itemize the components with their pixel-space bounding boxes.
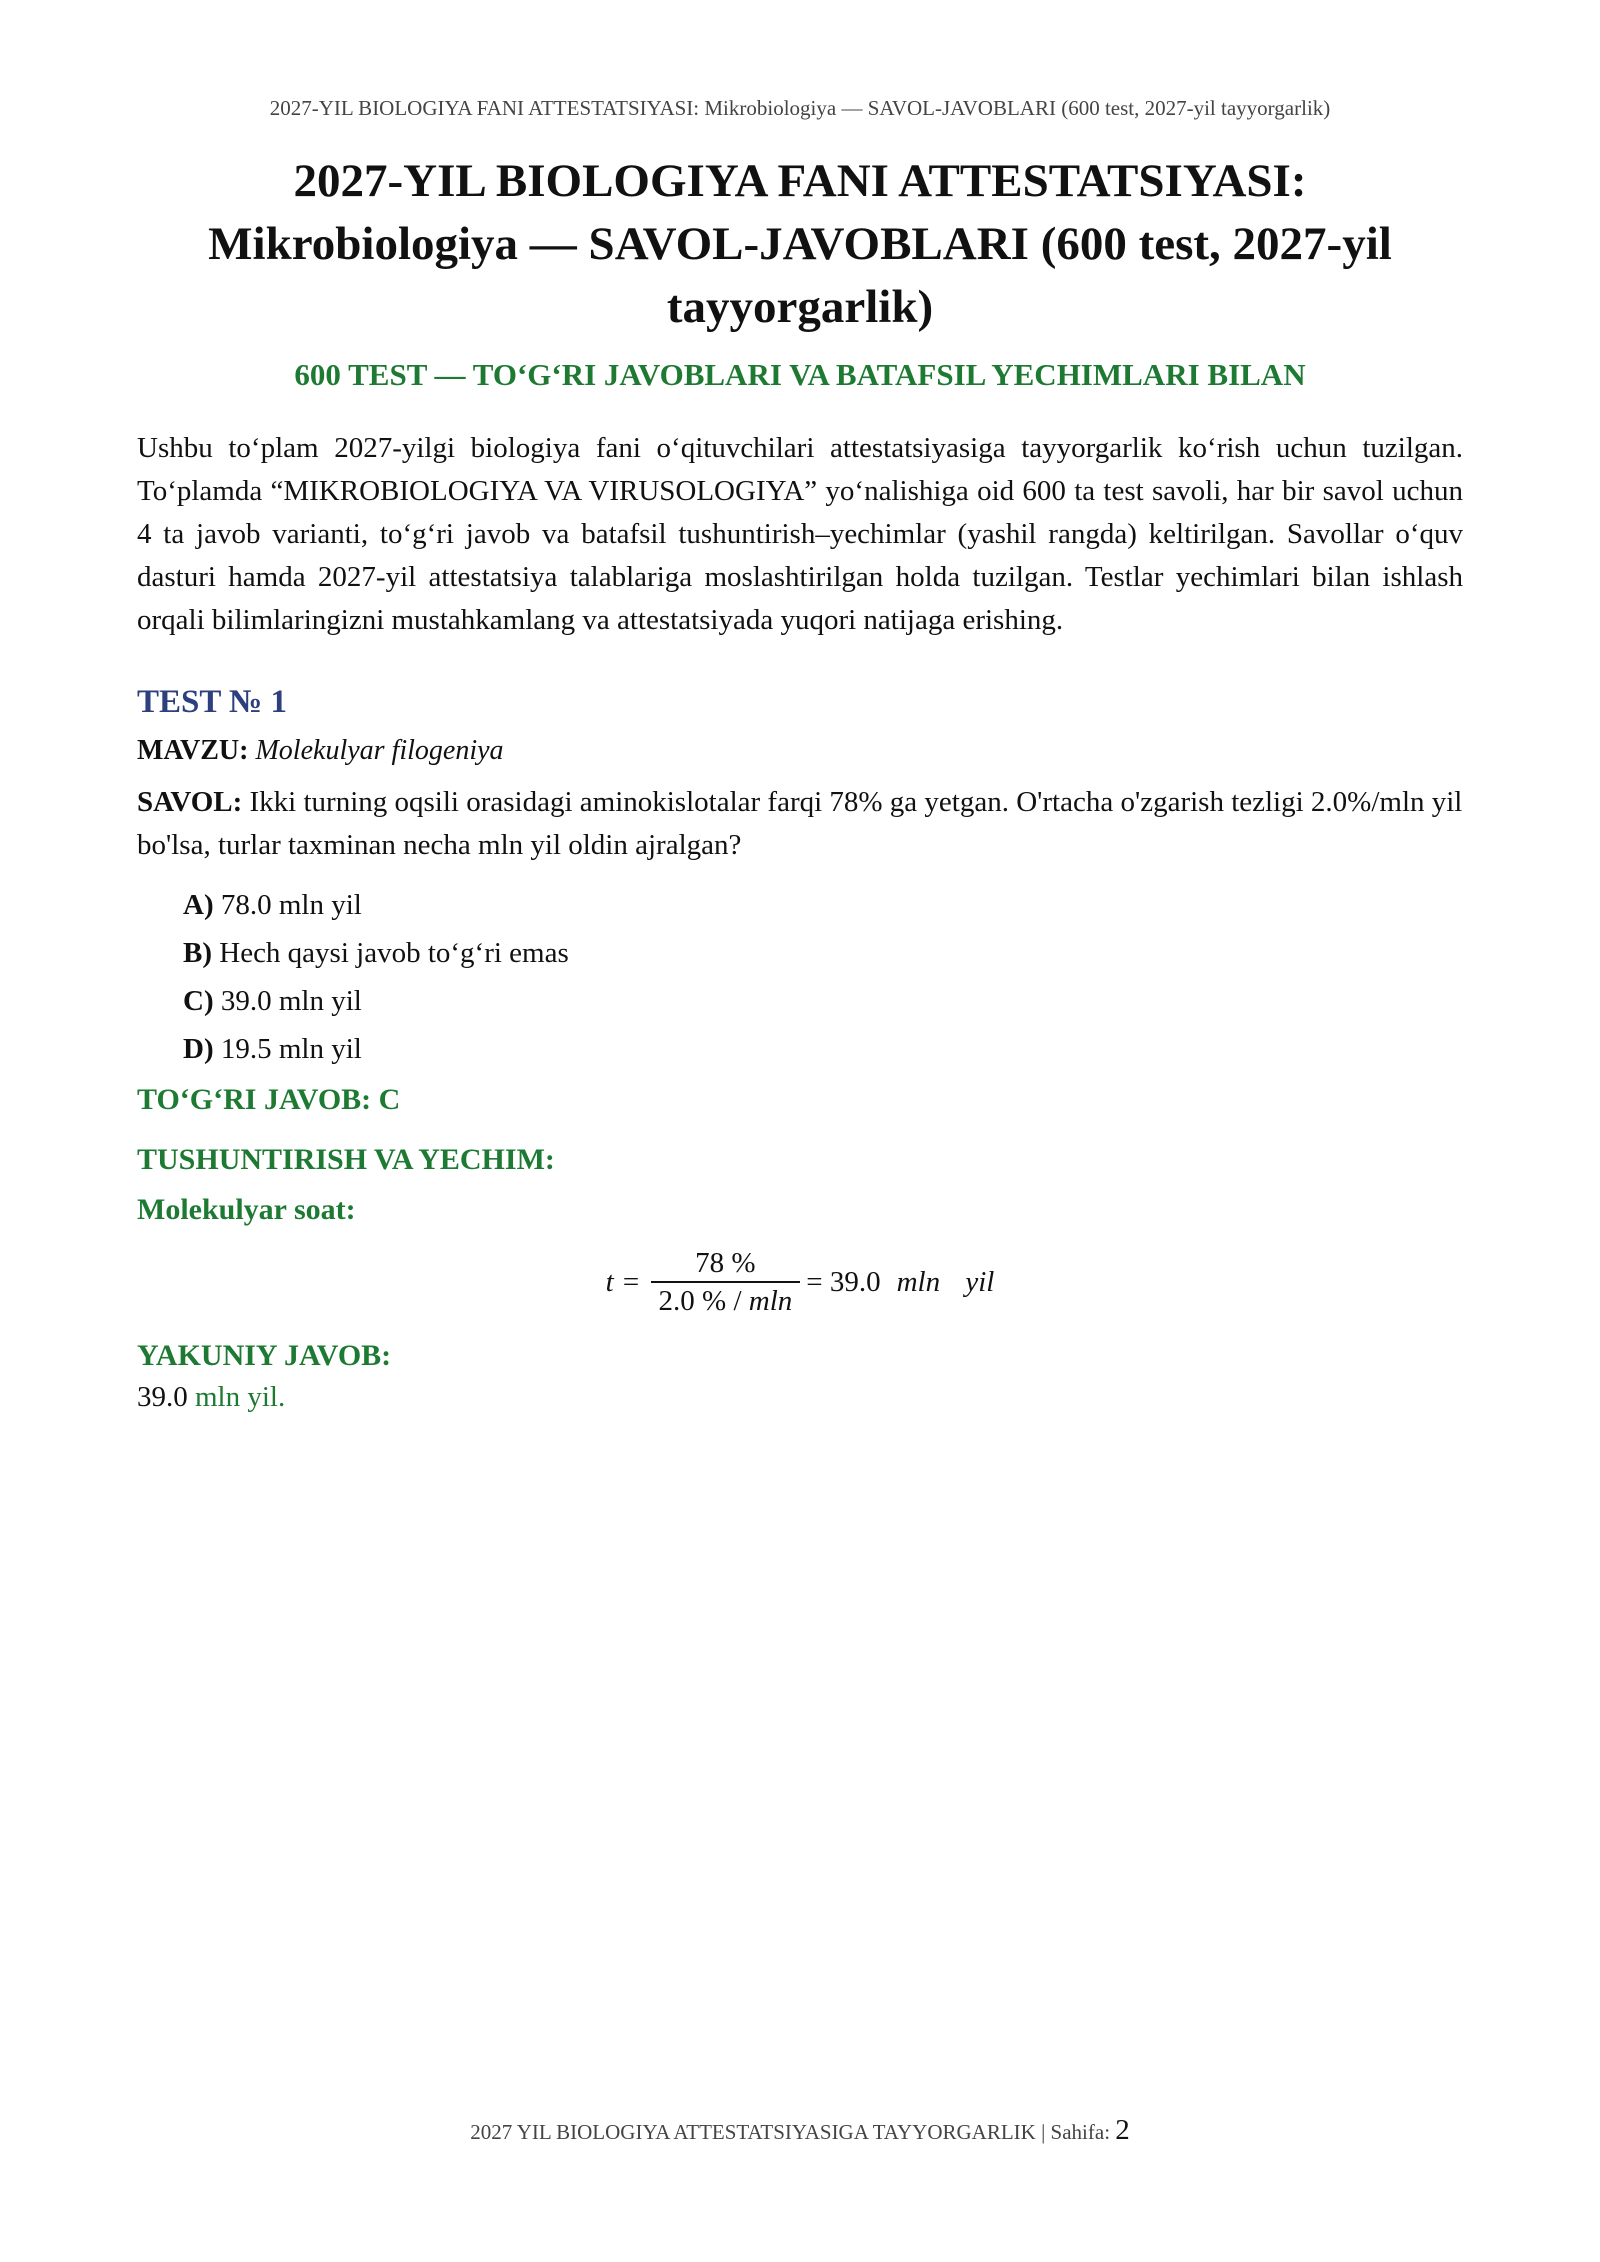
option-letter: B) <box>183 937 212 969</box>
formula-numerator: 78 % <box>695 1247 756 1279</box>
formula-lhs: t = <box>605 1265 641 1298</box>
page-footer <box>0 2114 1600 2147</box>
document-subtitle: 600 TEST — TO‘G‘RI JAVOBLARI VA BATAFSIL YECHIMLARI BILAN <box>294 357 1306 392</box>
running-header: 2027-YIL BIOLOGIYA FANI ATTESTATSIYASI: Mikrobiologiya — SAVOL-JAVOBLARI (600 test, 2027-yil tayyorgarlik) <box>269 96 1331 120</box>
final-answer-unit: mln yil. <box>195 1381 286 1413</box>
explanation-heading: TUSHUNTIRISH VA YECHIM: <box>137 1143 555 1176</box>
formula-fraction <box>651 1245 801 1319</box>
solution-subheading: Molekulyar soat: <box>137 1193 356 1226</box>
option-text: Hech qaysi javob to‘g‘ri emas <box>219 937 569 969</box>
formula-denominator-value: 2.0 % / <box>658 1285 742 1317</box>
question-label: SAVOL: <box>137 786 243 818</box>
page-number: 2 <box>1115 2114 1130 2146</box>
question-block <box>137 781 1463 867</box>
option-text: 39.0 mln yil <box>220 985 362 1017</box>
final-answer-heading: YAKUNIY JAVOB: <box>137 1339 392 1372</box>
option-d <box>183 1025 1463 1073</box>
topic-value: Molekulyar filogeniya <box>255 735 504 766</box>
option-letter: A) <box>183 889 214 921</box>
formula-denominator-unit: mln <box>748 1285 793 1317</box>
page-content <box>137 150 1463 1414</box>
footer-text: 2027 YIL BIOLOGIYA ATTESTATSIYASIGA TAYYORGARLIK <box>470 2120 1036 2144</box>
option-text: 19.5 mln yil <box>220 1033 362 1065</box>
option-b <box>183 929 1463 977</box>
option-text: 78.0 mln yil <box>220 889 362 921</box>
footer-separator: | <box>1041 2120 1046 2144</box>
option-a <box>183 881 1463 929</box>
final-answer-value: 39.0 <box>137 1381 188 1413</box>
document-title: 2027-YIL BIOLOGIYA FANI ATTESTATSIYASI: Mikrobiologiya — SAVOL-JAVOBLARI (600 test, 2027-yil tayyorgarlik) <box>208 155 1392 333</box>
topic-label: MAVZU: <box>137 735 249 766</box>
formula-unit: mln yil <box>896 1265 995 1298</box>
final-answer <box>137 1381 1463 1414</box>
correct-answer: TO‘G‘RI JAVOB: C <box>137 1083 401 1116</box>
option-letter: C) <box>183 985 214 1017</box>
topic-line <box>137 735 1463 767</box>
intro-paragraph: Ushbu to‘plam 2027-yilgi biologiya fani o‘qituvchilari attestatsiyasiga tayyorgarlik ko‘rish uchun tuzilgan. To‘plamda “MIKROBIOLOGIYA VA VIRUSOLOGIYA” yo‘nalishiga oid 600 ta test savoli, har bir savol uchun 4 ta javob varianti, to‘g‘ri javob va batafsil tushuntirish–yechimlar (yashil rangda) keltirilgan. Savollar o‘quv dasturi hamda 2027-yil attestatsiya talablariga moslashtirilgan holda tuzilgan. Testlar yechimlari bilan ishlash orqali bilimlaringizni mustahkamlang va attestatsiyada yuqori natijaga erishing. <box>137 432 1463 636</box>
option-c <box>183 977 1463 1025</box>
option-letter: D) <box>183 1033 214 1065</box>
formula-denominator <box>651 1281 801 1319</box>
answer-options <box>183 881 1463 1073</box>
formula <box>137 1245 1463 1319</box>
formula-rhs: = 39.0 <box>806 1265 881 1298</box>
footer-page-label: Sahifa: <box>1050 2120 1111 2144</box>
test-heading: TEST № 1 <box>137 684 287 720</box>
question-text: Ikki turning oqsili orasidagi aminokislotalar farqi 78% ga yetgan. O'rtacha o'zgarish tezligi 2.0%/mln yil bo'lsa, turlar taxminan necha mln yil oldin ajralgan? <box>137 786 1463 861</box>
